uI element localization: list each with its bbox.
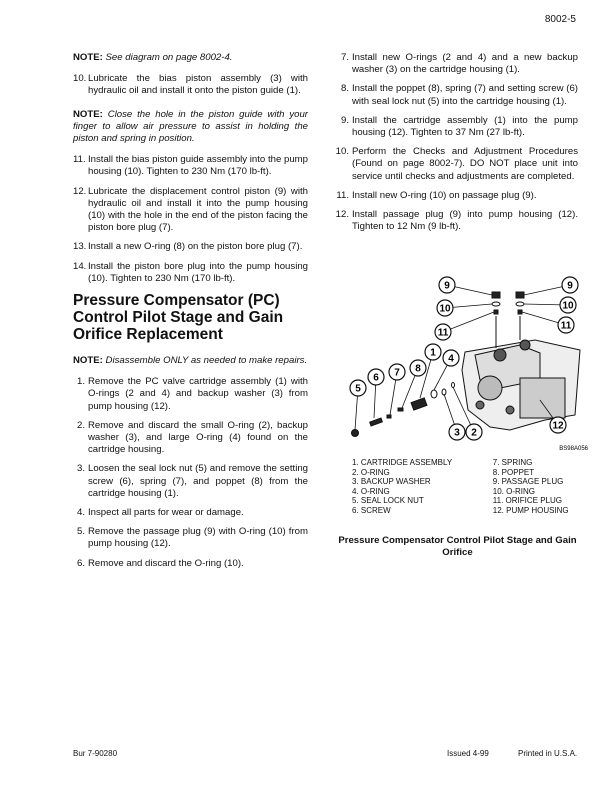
step-number: 11.: [336, 189, 349, 201]
step-item: [73, 558, 308, 570]
step-number: 4.: [76, 507, 85, 519]
step-number: 14.: [73, 260, 87, 272]
step-text: Inspect all parts for wear or damage.: [88, 507, 244, 519]
step-number: 13.: [73, 241, 87, 253]
step-item: [73, 186, 308, 235]
callout-number: 2: [471, 427, 477, 439]
step-item: [333, 52, 578, 76]
step-item: [333, 190, 578, 202]
legend-column: [493, 458, 582, 516]
legend-item: 4. O-RING: [352, 486, 390, 496]
parts-legend: [352, 458, 582, 516]
callout-number: 10: [562, 300, 574, 312]
step-text: Remove and discard the small O-ring (2), backup washer (3), and large O-ring (4) found on the cartridge housing.: [88, 419, 308, 456]
callout-6: [368, 369, 384, 418]
footer-printed: Printed in U.S.A.: [518, 749, 578, 758]
note-text: See diagram on page 8002-4.: [105, 52, 233, 63]
note-label: NOTE:: [73, 355, 103, 367]
step-text: Install a new O-ring (8) on the piston bore plug (7).: [88, 241, 303, 253]
legend-item: 11. ORIFICE PLUG: [492, 496, 562, 506]
step-text: Lubricate the bias piston assembly (3) with hydraulic oil and install it onto the piston guide (1).: [88, 73, 308, 97]
callout-5: [350, 380, 366, 430]
step-item: [333, 146, 578, 183]
step-text: Install the poppet (8), spring (7) and setting screw (6) with seal lock nut (5) into the cartridge housing (1).: [352, 83, 578, 107]
left-column: [73, 52, 308, 577]
legend-item: 3. BACKUP WASHER: [352, 477, 431, 487]
footer-issued: Issued 4-99: [447, 749, 489, 758]
callout-number: 10: [439, 303, 451, 315]
note-text: Disassemble ONLY as needed to make repairs.: [105, 355, 308, 367]
step-text: Install passage plug (9) into pump housing (12). Tighten to 12 Nm (9 lb-ft).: [352, 209, 578, 233]
figure-caption: Pressure Compensator Control Pilot Stage and Gain Orifice: [338, 535, 577, 558]
step-text: Install new O-ring (10) on passage plug (9).: [352, 189, 537, 201]
legend-item: 5. SEAL LOCK NUT: [352, 496, 424, 506]
step-text: Remove and discard the O-ring (10).: [88, 557, 244, 569]
callout-3: [444, 394, 465, 440]
step-text: Perform the Checks and Adjustment Procedures (Found on page 8002-7). DO NOT place unit into service until checks and adjustments are completed.: [352, 146, 578, 182]
step-text: Install the piston bore plug into the pump housing (10). Tighten to 230 Nm (170 lb-ft).: [88, 260, 308, 284]
step-item: [333, 83, 578, 107]
steps-list: [333, 52, 578, 233]
note: [73, 52, 308, 64]
legend-item: 7. SPRING: [492, 458, 533, 467]
note-label: NOTE:: [73, 52, 103, 63]
callout-9: [524, 277, 578, 295]
legend-item: 2. O-RING: [352, 467, 390, 477]
figure-code: BS98A056: [559, 446, 588, 452]
callout-number: 12: [552, 420, 564, 432]
step-number: 5.: [76, 526, 85, 538]
footer-doc-number: Bur 7-90280: [73, 749, 118, 758]
right-column: [333, 52, 578, 240]
step-item: [73, 73, 308, 97]
note: [73, 109, 308, 146]
step-number: 9.: [340, 114, 349, 126]
callout-number: 9: [567, 280, 573, 292]
callout-number: 3: [454, 427, 460, 439]
legend-item: 1. CARTRIDGE ASSEMBLY: [352, 458, 453, 467]
step-item: [73, 376, 308, 413]
legend-item: 10. O-RING: [492, 486, 536, 496]
step-item: [73, 526, 308, 550]
callout-number: 7: [394, 367, 400, 379]
pump-housing: [462, 340, 580, 430]
step-number: 3.: [76, 463, 85, 475]
step-number: 10.: [335, 146, 349, 158]
note-label: NOTE:: [73, 108, 103, 120]
callout-10: [437, 300, 492, 316]
exploded-diagram: [340, 270, 590, 455]
step-number: 7.: [340, 52, 349, 63]
step-text: Install the cartridge assembly (1) into the pump housing (12). Tighten to 37 Nm (27 lb-ft).: [352, 114, 578, 139]
legend-item: 6. SCREW: [352, 505, 391, 515]
legend-item: 8. POPPET: [492, 467, 535, 477]
step-item: [333, 115, 578, 139]
step-number: 12.: [73, 185, 87, 197]
step-item: [73, 463, 308, 500]
step-text: Loosen the seal lock nut (5) and remove the setting screw (6), spring (7), and poppet (8) from the cartridge housing (1).: [88, 463, 308, 499]
step-item: [73, 261, 308, 285]
step-number: 10.: [73, 73, 87, 85]
step-text: Lubricate the displacement control piston (9) with hydraulic oil and install it into the pump housing (10) with the hole in the end of the piston facing the piston bore plug (7).: [88, 185, 308, 234]
callout-number: 4: [448, 353, 454, 365]
callout-number: 5: [355, 383, 361, 395]
page-number: 8002-5: [544, 14, 576, 25]
note-text: Close the hole in the piston guide with your finger to allow air pressure to assist in holding the piston and spring in position.: [73, 108, 308, 145]
note: [73, 355, 308, 367]
callout-number: 9: [444, 280, 450, 292]
legend-item: 9. PASSAGE PLUG: [492, 477, 564, 487]
step-number: 11.: [73, 154, 86, 166]
callout-number: 6: [373, 372, 379, 384]
steps-list: [73, 73, 308, 97]
step-item: [73, 154, 308, 178]
legend-column: [352, 458, 493, 516]
step-number: 12.: [335, 209, 349, 221]
callout-number: 11: [437, 327, 449, 339]
step-text: Remove the passage plug (9) with O-ring (10) from pump housing (12).: [88, 526, 308, 550]
section-heading: Pressure Compensator (PC) Control Pilot Stage and Gain Orifice Replacement: [73, 292, 284, 344]
step-text: Install the bias piston guide assembly into the pump housing (10). Tighten to 230 Nm (170 lb-ft).: [88, 154, 308, 178]
callout-number: 11: [560, 320, 572, 332]
steps-list: [73, 376, 308, 570]
callout-10: [524, 297, 576, 313]
step-number: 1.: [76, 376, 85, 388]
callout-11: [522, 312, 574, 333]
step-number: 8.: [340, 83, 349, 95]
step-item: [73, 507, 308, 519]
step-item: [333, 209, 578, 233]
step-item: [73, 241, 308, 253]
legend-item: 12. PUMP HOUSING: [492, 505, 569, 515]
step-number: 2.: [76, 419, 85, 431]
step-number: 6.: [76, 557, 85, 569]
step-text: Remove the PC valve cartridge assembly (1) with O-rings (2 and 4) and backup washer (3) from pump housing (12).: [88, 376, 308, 412]
steps-list: [73, 154, 308, 285]
callout-9: [439, 277, 492, 295]
step-item: [73, 420, 308, 457]
callout-number: 1: [430, 347, 436, 359]
step-text: Install new O-rings (2 and 4) and a new backup washer (3) on the cartridge housing (1).: [352, 52, 578, 76]
callout-number: 8: [415, 363, 421, 375]
